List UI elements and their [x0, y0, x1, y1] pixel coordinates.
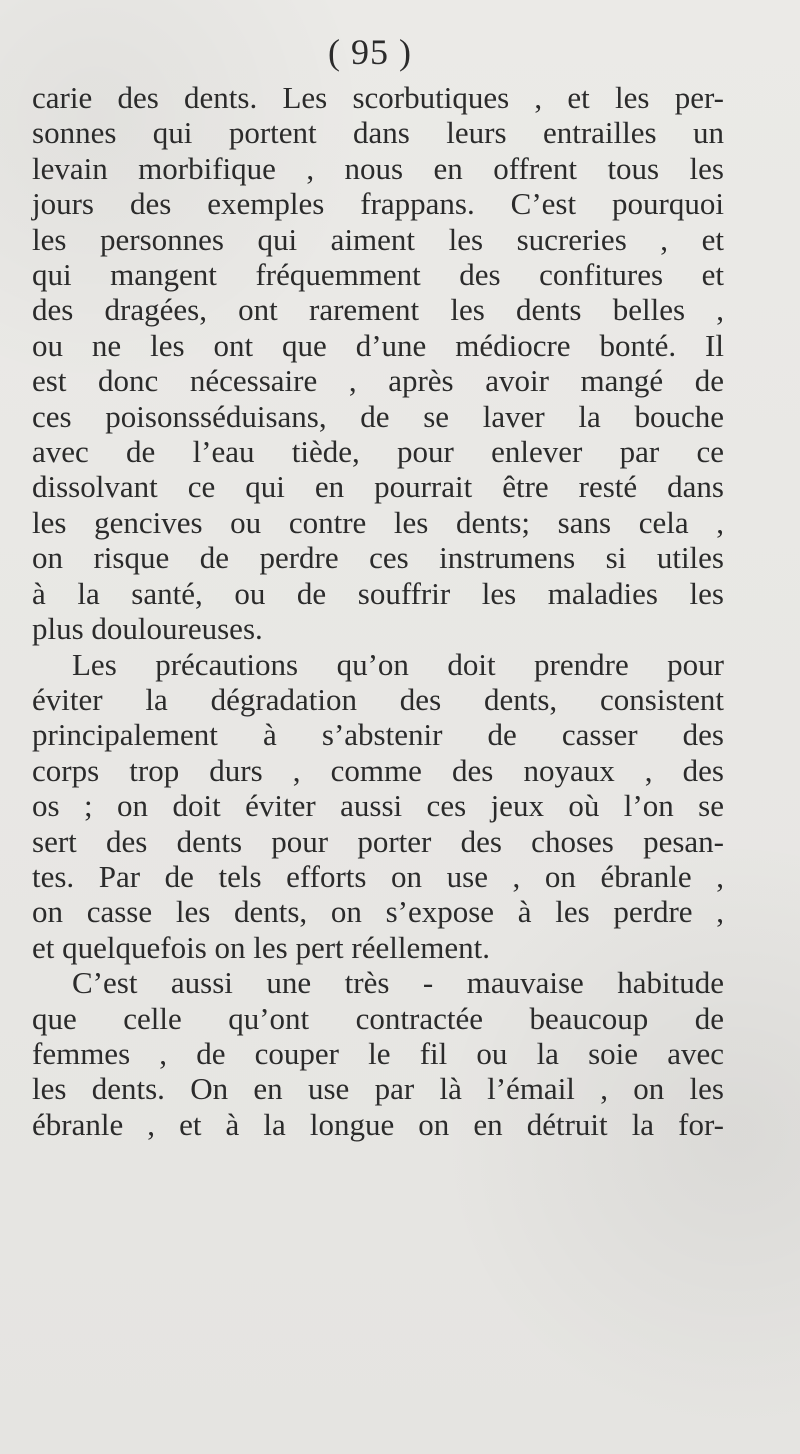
text-line: sert des dents pour porter des choses pesan-: [32, 823, 724, 859]
text-line: carie des dents. Les scorbutiques , et les per-: [32, 80, 724, 115]
text-line: ces poisonsséduisans, de se laver la bouche: [32, 398, 724, 434]
text-line: les gencives ou contre les dents; sans cela ,: [32, 504, 724, 540]
text-line: principalement à s’abstenir de casser des: [32, 717, 724, 753]
text-line: ou ne les ont que d’une médiocre bonté. Il: [32, 327, 724, 363]
text-line: et quelquefois on les pert réellement.: [32, 929, 490, 965]
text-line: femmes , de couper le fil ou la soie avec: [32, 1035, 724, 1071]
text-line: qui mangent fréquemment des confitures et: [32, 257, 724, 293]
text-line: corps trop durs , comme des noyaux , des: [32, 752, 724, 788]
text-line: dissolvant ce qui en pourrait être resté dans: [32, 469, 724, 505]
text-line: tes. Par de tels efforts on use , on ébranle ,: [32, 858, 724, 894]
text-line: ébranle , et à la longue on en détruit la for-: [32, 1106, 724, 1142]
text-line: que celle qu’ont contractée beaucoup de: [32, 1000, 724, 1036]
text-line: on casse les dents, on s’expose à les perdre ,: [32, 894, 724, 930]
text-line: levain morbifique , nous en offrent tous les: [32, 150, 724, 186]
text-line: les personnes qui aiment les sucreries , et: [32, 221, 724, 257]
text-line: est donc nécessaire , après avoir mangé de: [32, 363, 724, 399]
text-line: avec de l’eau tiède, pour enlever par ce: [32, 434, 724, 470]
paragraph-1: [32, 80, 724, 647]
text-line: plus douloureuses.: [32, 611, 263, 647]
text-line: les dents. On en use par là l’émail , on les: [32, 1071, 724, 1107]
text-line: C’est aussi une très - mauvaise habitude: [72, 965, 724, 1001]
text-line: os ; on doit éviter aussi ces jeux où l’on se: [32, 788, 724, 824]
page-number: ( 95 ): [328, 32, 412, 72]
text-line: à la santé, ou de souffrir les maladies les: [32, 575, 724, 611]
body-text: [32, 80, 724, 1142]
text-line: des dragées, ont rarement les dents belles ,: [32, 292, 724, 328]
paragraph-2: [32, 647, 724, 966]
paragraph-3: [32, 965, 724, 1142]
text-line: Les précautions qu’on doit prendre pour: [72, 646, 724, 682]
text-line: on risque de perdre ces instrumens si utiles: [32, 540, 724, 576]
text-line: sonnes qui portent dans leurs entrailles un: [32, 115, 724, 151]
text-line: éviter la dégradation des dents, consistent: [32, 681, 724, 717]
text-line: jours des exemples frappans. C’est pourquoi: [32, 186, 724, 222]
